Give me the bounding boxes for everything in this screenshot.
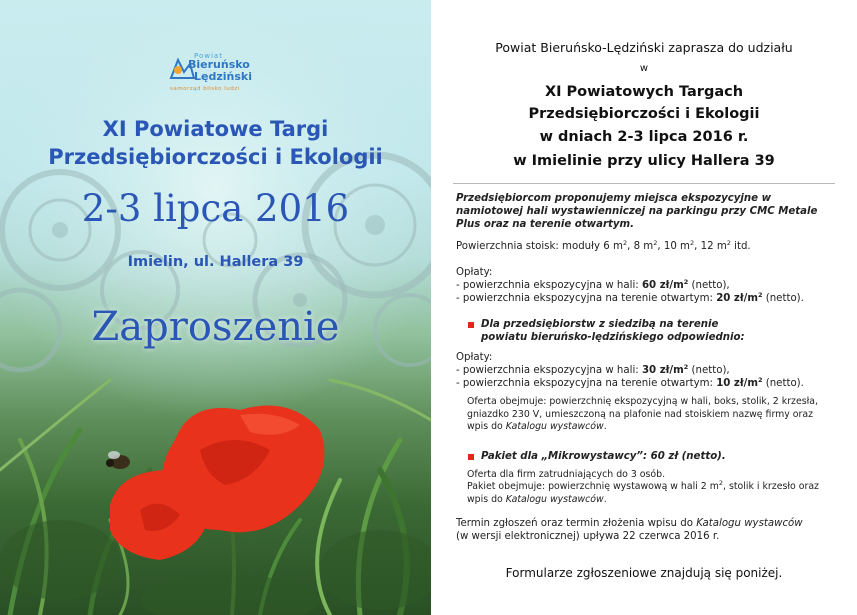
poster-date: 2-3 lipca 2016 — [81, 187, 350, 230]
event-place-line: w Imielinie przy ulicy Hallera 39 — [513, 153, 775, 169]
stand-size: 8 m — [633, 241, 654, 252]
poster-title-line1: XI Powiatowe Targi — [102, 117, 329, 141]
fee-line-general-hall: - powierzchnia ekspozycyjna w hali: 60 $zł/m^2$ (netto), — [456, 278, 730, 291]
event-title-line1: XI Powiatowych Targach — [544, 84, 744, 100]
letter-panel — [431, 0, 857, 615]
fees-label-local: Opłaty: — [456, 352, 493, 363]
poster-place: Imielin, ul. Hallera 39 — [127, 254, 304, 270]
poster-title-line2: Przedsiębiorczości i Ekologii — [48, 145, 383, 169]
logo-tagline: samorząd blisko ludzi — [170, 86, 240, 92]
fee-line-general-open: - powierzchnia ekspozycyjna na terenie otwartym: 20 $zł/m^2$ (netto). — [456, 291, 804, 304]
offer-includes-paragraph: Oferta obejmuje: powierzchnię ekspozycyjną w hali, boks, stolik, 2 krzesła, gniazdko 230 V, umieszczoną na plafonie nad stoiskiem nazwę firmy oraz wpis do Katalogu wystawców. — [467, 396, 818, 432]
micro-line1: Oferta dla firm zatrudniających do 3 osób. — [467, 469, 666, 480]
deadline-paragraph: Termin zgłoszeń oraz termin złożenia wpisu do Katalogu wystawców (w wersji elektronicznej) upływa 22 czerwca 2016 r. — [456, 518, 803, 542]
bullet-icon — [468, 322, 474, 328]
stand-sizes-line: Powierzchnia stoisk: moduły 6 $m^2$, 8 $m^2$, 10 $m^2$, 12 $m^2$ itd. — [456, 239, 751, 252]
fee-line-local-hall: - powierzchnia ekspozycyjna w hali: 30 $zł/m^2$ (netto), — [456, 363, 730, 376]
stand-sizes-label: Powierzchnia stoisk: moduły — [456, 241, 604, 252]
offer-paragraph: Przedsiębiorcom proponujemy miejsca ekspozycyjne w namiotowej hali wystawienniczej na parkingu przy CMC Metale Plus oraz na terenie otwartym. — [456, 193, 818, 230]
event-date-line: w dniach 2-3 lipca 2016 r. — [539, 129, 749, 145]
stand-size: 12 m — [700, 241, 727, 252]
micro-exhibitor-header: Pakiet dla „Mikrowystawcy”: 60 zł (netto). — [481, 451, 726, 462]
catalog-ref: Katalogu wystawców — [505, 493, 604, 505]
poster-invitation: Zaproszenie — [91, 304, 340, 350]
catalog-ref: Katalogu wystawców — [696, 518, 803, 529]
catalog-ref: Katalogu wystawców — [505, 421, 604, 432]
stand-size: 6 m — [603, 241, 623, 252]
logo-powiat-text: Powiat — [194, 52, 223, 60]
forms-footer-note: Formularze zgłoszeniowe znajdują się poniżej. — [505, 566, 783, 580]
bee-icon — [106, 451, 130, 469]
logo-name-line1: Bieruńsko — [188, 58, 250, 71]
local-header-line2: powiatu bieruńsko-lędzińskiego odpowiednio: — [481, 332, 745, 343]
letter-w: w — [639, 63, 649, 74]
divider — [453, 183, 835, 184]
letter-intro: Powiat Bieruńsko-Lędziński zaprasza do udziału — [495, 40, 793, 55]
fee-line-local-open: - powierzchnia ekspozycyjna na terenie otwartym: 10 $zł/m^2$ (netto). — [456, 376, 804, 389]
local-header-line1: Dla przedsiębiorstw z siedzibą na terenie — [481, 319, 719, 330]
stand-size: 10 m — [663, 241, 690, 252]
event-title-line2: Przedsiębiorczości i Ekologii — [528, 106, 760, 122]
bullet-icon — [468, 454, 474, 460]
fees-label: Opłaty: — [456, 267, 493, 278]
micro-line2: Pakiet obejmuje: powierzchnię wystawową w hali 2 $m^2$, stolik i krzesło oraz wpis do Katalogu wystawców. — [467, 479, 819, 505]
logo-name-line2: Lędziński — [194, 70, 252, 83]
